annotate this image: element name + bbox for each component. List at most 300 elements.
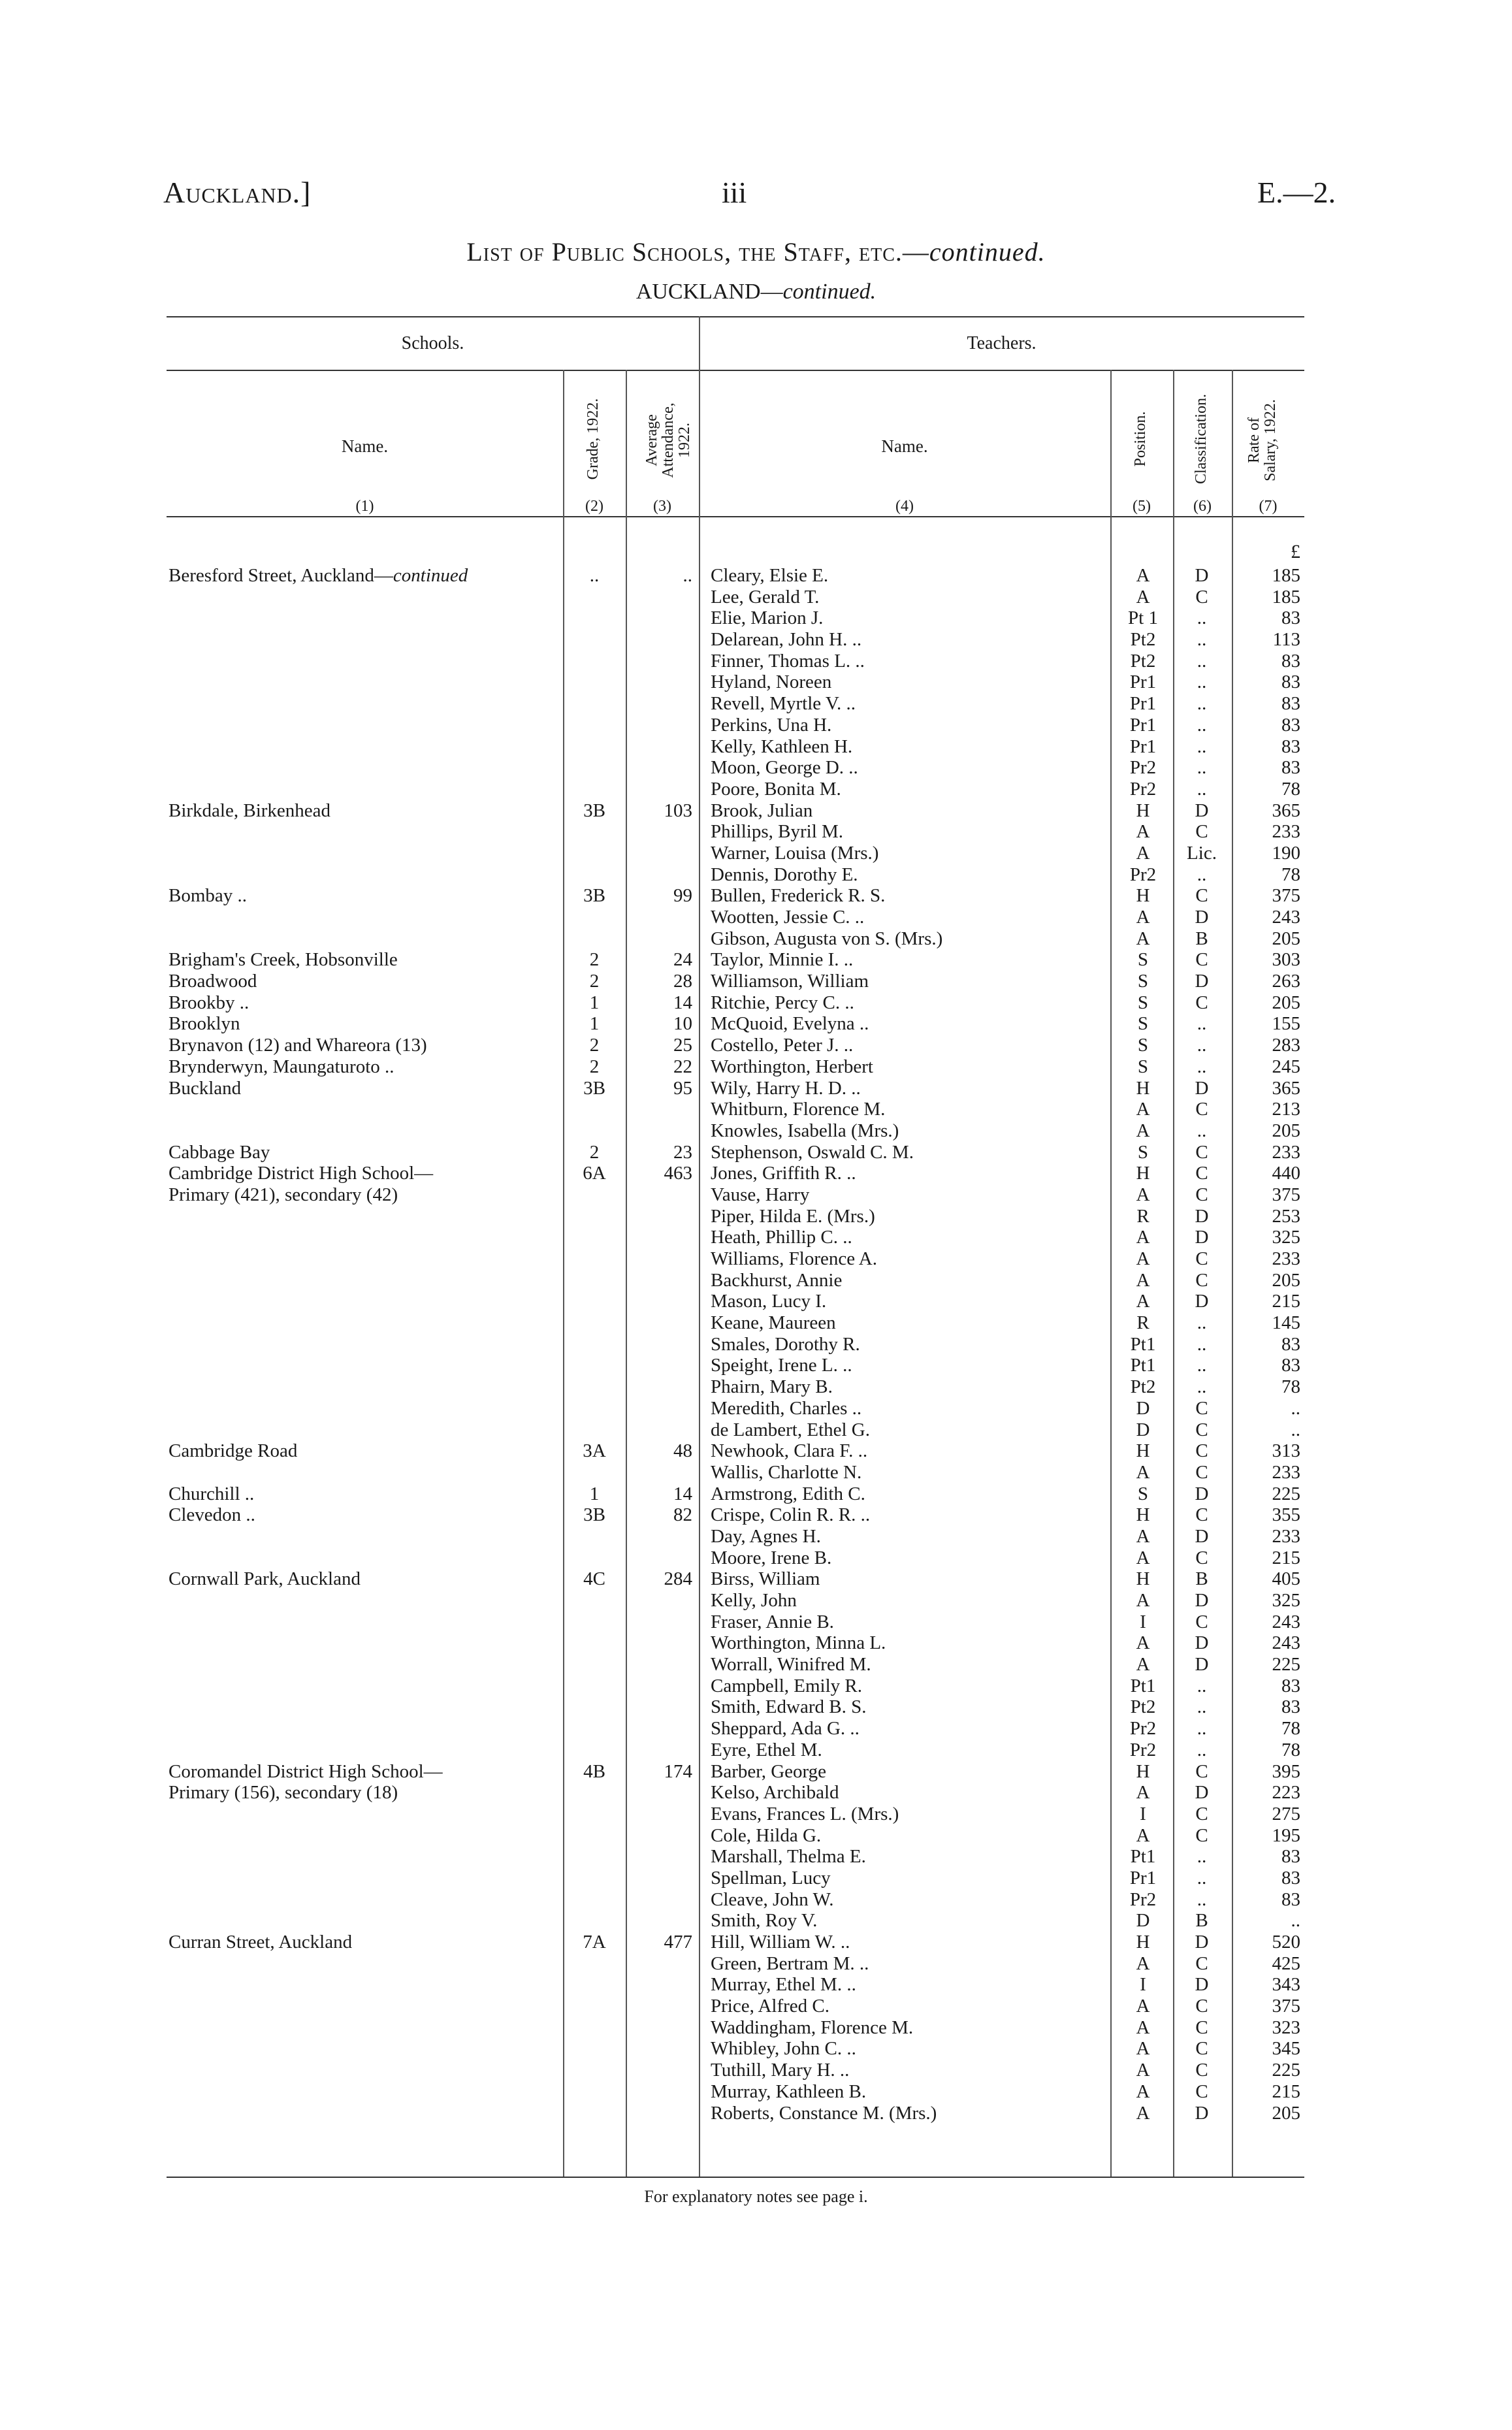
- teacher-name: Elie, Marion J.: [711, 608, 824, 629]
- school-name: [169, 1184, 547, 1206]
- teacher-name: Heath, Phillip C. ..: [711, 1227, 852, 1248]
- page-title: [0, 236, 1512, 267]
- salary-cell: 325: [1272, 1227, 1300, 1248]
- teacher-name: Tuthill, Mary H. ..: [711, 2060, 850, 2081]
- column-heading-position: Position.: [1132, 411, 1149, 467]
- salary-cell: 83: [1281, 1355, 1300, 1376]
- school-name-text: Broadwood: [169, 971, 257, 992]
- classification-cell: ..: [1197, 864, 1207, 885]
- classification-cell: ..: [1197, 1013, 1207, 1035]
- classification-cell: D: [1195, 1525, 1209, 1547]
- position-cell: Pr1: [1129, 736, 1157, 757]
- table-row: [0, 1612, 1512, 1633]
- position-cell: Pt2: [1130, 650, 1156, 672]
- salary-cell: 83: [1281, 757, 1300, 779]
- salary-cell: 78: [1281, 778, 1300, 800]
- teacher-name: Marshall, Thelma E.: [711, 1846, 866, 1868]
- teacher-name: Fraser, Annie B.: [711, 1611, 834, 1632]
- page-title-main: List of Public Schools, the Staff, etc.—: [466, 237, 929, 267]
- school-name: [169, 565, 547, 587]
- salary-cell: 243: [1272, 1611, 1300, 1632]
- position-cell: Pr2: [1129, 1718, 1157, 1740]
- classification-cell: D: [1195, 1632, 1209, 1654]
- table-row: [0, 1270, 1512, 1291]
- table-row: [0, 1504, 1512, 1526]
- teacher-name: Mason, Lucy I.: [711, 1291, 827, 1312]
- teacher-name: Birss, William: [711, 1568, 820, 1590]
- classification-cell: D: [1195, 1227, 1209, 1248]
- teacher-name: Finner, Thomas L. ..: [711, 650, 865, 672]
- salary-cell: 215: [1272, 2081, 1300, 2102]
- table-row: [0, 821, 1512, 843]
- grade-cell: 2: [589, 1141, 600, 1163]
- column-number-2: (2): [585, 498, 603, 515]
- salary-cell: 185: [1272, 586, 1300, 608]
- table-row: [0, 1974, 1512, 1996]
- classification-cell: ..: [1197, 1312, 1207, 1334]
- position-cell: A: [1136, 1184, 1150, 1205]
- classification-cell: C: [1195, 1248, 1208, 1269]
- table-row: [0, 1376, 1512, 1398]
- teacher-name: Murray, Ethel M. ..: [711, 1974, 856, 1996]
- teacher-name: Williamson, William: [711, 971, 869, 992]
- school-name: [169, 1078, 547, 1099]
- classification-cell: C: [1195, 1141, 1208, 1163]
- salary-cell: 425: [1272, 1952, 1300, 1974]
- school-name: [169, 1504, 547, 1526]
- salary-cell: 323: [1272, 2017, 1300, 2038]
- teacher-name: Backhurst, Annie: [711, 1269, 843, 1291]
- classification-cell: C: [1195, 1397, 1208, 1419]
- table-row: [0, 1312, 1512, 1334]
- position-cell: Pr1: [1129, 693, 1157, 715]
- position-cell: Pt1: [1130, 1333, 1156, 1355]
- column-number-5: (5): [1133, 498, 1151, 515]
- classification-cell: C: [1195, 1461, 1208, 1483]
- position-cell: Pt2: [1130, 1696, 1156, 1718]
- salary-cell: 345: [1272, 2038, 1300, 2060]
- school-name-text: Cambridge District High School—: [169, 1163, 434, 1184]
- school-name: [169, 1035, 547, 1056]
- school-name: [169, 1056, 547, 1078]
- position-cell: Pt2: [1130, 629, 1156, 651]
- table-row: [0, 651, 1512, 672]
- position-cell: S: [1137, 1056, 1149, 1077]
- teacher-name: Newhook, Clara F. ..: [711, 1440, 868, 1462]
- school-name-text: Cambridge Road: [169, 1440, 298, 1462]
- classification-cell: B: [1195, 928, 1208, 949]
- grade-cell: 3B: [583, 885, 605, 907]
- salary-cell: 83: [1281, 672, 1300, 693]
- table-row: [0, 1568, 1512, 1590]
- salary-cell: 283: [1272, 1035, 1300, 1056]
- salary-cell: 243: [1272, 1632, 1300, 1654]
- classification-cell: D: [1195, 1291, 1209, 1312]
- classification-cell: ..: [1197, 1035, 1207, 1056]
- teacher-name: Whibley, John C. ..: [711, 2038, 856, 2060]
- salary-cell: 213: [1272, 1099, 1300, 1120]
- school-name-text: Beresford Street, Auckland—: [169, 565, 393, 586]
- school-name-text: Churchill ..: [169, 1483, 255, 1504]
- grade-cell: 4B: [583, 1760, 605, 1782]
- classification-cell: C: [1195, 1611, 1208, 1632]
- salary-cell: 313: [1272, 1440, 1300, 1462]
- classification-cell: ..: [1197, 1846, 1207, 1868]
- teacher-name: Moore, Irene B.: [711, 1547, 832, 1568]
- salary-cell: 185: [1272, 565, 1300, 586]
- school-name: [169, 1440, 547, 1462]
- currency-symbol: £: [1291, 541, 1300, 562]
- grade-cell: 3B: [583, 1504, 605, 1526]
- table-row: [0, 1078, 1512, 1099]
- attendance-cell: 24: [673, 949, 692, 971]
- table-row: [0, 1804, 1512, 1825]
- salary-cell: 243: [1272, 907, 1300, 928]
- position-cell: H: [1136, 1077, 1150, 1099]
- position-cell: Pr2: [1129, 778, 1157, 800]
- salary-cell: 155: [1272, 1013, 1300, 1035]
- position-cell: I: [1140, 1611, 1146, 1632]
- salary-cell: ..: [1291, 1910, 1300, 1932]
- position-cell: Pr1: [1129, 1867, 1157, 1888]
- table-row: [0, 2103, 1512, 2124]
- classification-cell: ..: [1197, 714, 1207, 736]
- table-row: [0, 715, 1512, 736]
- page-title-continued: continued.: [929, 237, 1046, 267]
- salary-cell: 190: [1272, 842, 1300, 864]
- position-cell: A: [1136, 2038, 1150, 2060]
- group-heading-teachers: Teachers.: [967, 333, 1037, 353]
- position-cell: S: [1137, 949, 1149, 971]
- position-cell: S: [1137, 1035, 1149, 1056]
- table-row: [0, 1334, 1512, 1355]
- grade-cell: 2: [589, 971, 600, 992]
- teacher-name: Kelly, John: [711, 1590, 797, 1611]
- classification-cell: C: [1195, 1824, 1208, 1846]
- column-heading-classification: Classification.: [1193, 394, 1210, 484]
- position-cell: A: [1136, 1547, 1150, 1568]
- teacher-name: Moon, George D. ..: [711, 757, 858, 779]
- classification-cell: D: [1195, 1483, 1209, 1504]
- table-row: [0, 1632, 1512, 1654]
- table-row: [0, 1227, 1512, 1248]
- table-row: [0, 1184, 1512, 1206]
- position-cell: A: [1136, 821, 1150, 843]
- attendance-cell: 99: [673, 885, 692, 907]
- classification-cell: ..: [1197, 757, 1207, 779]
- teacher-name: Jones, Griffith R. ..: [711, 1163, 856, 1184]
- classification-cell: C: [1195, 1184, 1208, 1205]
- classification-cell: D: [1195, 1077, 1209, 1099]
- classification-cell: D: [1195, 907, 1209, 928]
- classification-cell: ..: [1197, 1867, 1207, 1888]
- teacher-name: Worrall, Winifred M.: [711, 1654, 871, 1676]
- table-row: [0, 907, 1512, 928]
- teacher-name: Taylor, Minnie I. ..: [711, 949, 854, 971]
- grade-cell: 3B: [583, 800, 605, 821]
- position-cell: A: [1136, 1824, 1150, 1846]
- classification-cell: ..: [1197, 672, 1207, 693]
- classification-cell: ..: [1197, 736, 1207, 757]
- position-cell: D: [1136, 1419, 1150, 1440]
- column-number-3: (3): [653, 498, 671, 515]
- position-cell: Pr1: [1129, 672, 1157, 693]
- grade-cell: 1: [589, 992, 600, 1013]
- school-name-text: Brooklyn: [169, 1013, 240, 1035]
- teacher-name: Wallis, Charlotte N.: [711, 1461, 862, 1483]
- salary-cell: 83: [1281, 1333, 1300, 1355]
- teacher-name: Eyre, Ethel M.: [711, 1739, 822, 1760]
- teacher-name: Smith, Roy V.: [711, 1910, 818, 1932]
- grade-cell: ..: [589, 565, 600, 586]
- teacher-name: Kelly, Kathleen H.: [711, 736, 853, 757]
- teacher-name: Hill, William W. ..: [711, 1932, 850, 1952]
- footnote: For explanatory notes see page i.: [644, 2187, 868, 2206]
- teacher-name: Cole, Hilda G.: [711, 1824, 822, 1846]
- salary-cell: 83: [1281, 714, 1300, 736]
- salary-cell: 303: [1272, 949, 1300, 971]
- salary-cell: 195: [1272, 1824, 1300, 1846]
- classification-cell: B: [1195, 1910, 1208, 1932]
- running-head-right: E.—2.: [1257, 176, 1336, 209]
- attendance-cell: 48: [673, 1440, 692, 1462]
- position-cell: Pr2: [1129, 1888, 1157, 1910]
- table-row: [0, 2038, 1512, 2060]
- school-name-text: Bombay ..: [169, 885, 248, 907]
- classification-cell: ..: [1197, 1355, 1207, 1376]
- position-cell: H: [1136, 1440, 1150, 1462]
- school-name-text: Primary (156), secondary (18): [169, 1782, 398, 1804]
- teacher-name: Knowles, Isabella (Mrs.): [711, 1120, 899, 1141]
- classification-cell: C: [1195, 1163, 1208, 1184]
- grade-cell: 6A: [583, 1163, 606, 1184]
- region-title-main: AUCKLAND—: [635, 280, 783, 304]
- school-name-text: Brynderwyn, Maungaturoto ..: [169, 1056, 394, 1077]
- table-row: [0, 693, 1512, 715]
- classification-cell: ..: [1197, 1739, 1207, 1760]
- position-cell: H: [1136, 1760, 1150, 1782]
- salary-cell: ..: [1291, 1419, 1300, 1440]
- table-row: [0, 864, 1512, 886]
- teacher-name: Price, Alfred C.: [711, 1996, 830, 2017]
- table-row: [0, 1035, 1512, 1056]
- classification-cell: D: [1195, 1205, 1209, 1227]
- position-cell: S: [1137, 1013, 1149, 1035]
- salary-cell: 343: [1272, 1974, 1300, 1996]
- position-cell: A: [1136, 1461, 1150, 1483]
- table-row: [0, 2081, 1512, 2103]
- position-cell: A: [1136, 1291, 1150, 1312]
- table-row: [0, 779, 1512, 800]
- teacher-name: Bullen, Frederick R. S.: [711, 885, 886, 907]
- position-cell: A: [1136, 1120, 1150, 1141]
- position-cell: D: [1136, 1910, 1150, 1932]
- grade-cell: 1: [589, 1483, 600, 1504]
- teacher-name: Smith, Edward B. S.: [711, 1696, 867, 1718]
- table-row: [0, 1099, 1512, 1120]
- table-row: [0, 1120, 1512, 1142]
- school-name: [169, 1761, 547, 1783]
- salary-cell: 375: [1272, 885, 1300, 907]
- salary-cell: 233: [1272, 1141, 1300, 1163]
- school-name: [169, 992, 547, 1014]
- school-name: [169, 1163, 547, 1184]
- school-name: [169, 1782, 547, 1804]
- attendance-cell: 10: [673, 1013, 692, 1035]
- salary-cell: 83: [1281, 1846, 1300, 1868]
- table-row: [0, 1142, 1512, 1163]
- position-cell: A: [1136, 1269, 1150, 1291]
- attendance-cell: 14: [673, 1483, 692, 1504]
- position-cell: A: [1136, 2017, 1150, 2038]
- teacher-name: Hyland, Noreen: [711, 672, 832, 693]
- position-cell: A: [1136, 1632, 1150, 1654]
- classification-cell: C: [1195, 1099, 1208, 1120]
- classification-cell: C: [1195, 1504, 1208, 1526]
- classification-cell: C: [1195, 2081, 1208, 2102]
- school-name-text: Cabbage Bay: [169, 1141, 270, 1163]
- salary-cell: 233: [1272, 1525, 1300, 1547]
- salary-cell: 233: [1272, 1461, 1300, 1483]
- table-row: [0, 928, 1512, 950]
- salary-cell: 375: [1272, 1184, 1300, 1205]
- salary-cell: 83: [1281, 1888, 1300, 1910]
- teacher-name: Meredith, Charles ..: [711, 1397, 862, 1419]
- classification-cell: C: [1195, 2017, 1208, 2038]
- teacher-name: Perkins, Una H.: [711, 714, 832, 736]
- salary-cell: 395: [1272, 1760, 1300, 1782]
- school-name: [169, 1013, 547, 1035]
- salary-cell: 215: [1272, 1547, 1300, 1568]
- position-cell: Pt1: [1130, 1846, 1156, 1868]
- column-number-7: (7): [1259, 498, 1278, 515]
- salary-cell: 215: [1272, 1291, 1300, 1312]
- teacher-name: de Lambert, Ethel G.: [711, 1419, 870, 1440]
- teacher-name: Barber, George: [711, 1760, 827, 1782]
- school-name-text: Buckland: [169, 1077, 242, 1099]
- position-cell: Pr1: [1129, 714, 1157, 736]
- classification-cell: ..: [1197, 1333, 1207, 1355]
- table-row: [0, 971, 1512, 992]
- column-number-6: (6): [1193, 498, 1212, 515]
- table-row: [0, 1889, 1512, 1911]
- school-name-text: Coromandel District High School—: [169, 1760, 443, 1782]
- teacher-name: Williams, Florence A.: [711, 1248, 877, 1269]
- classification-cell: Lic.: [1187, 842, 1217, 864]
- classification-cell: C: [1195, 885, 1208, 907]
- classification-cell: D: [1195, 1654, 1209, 1676]
- classification-cell: C: [1195, 992, 1208, 1013]
- teacher-name: Cleave, John W.: [711, 1888, 834, 1910]
- table-row: [0, 992, 1512, 1014]
- table-row: [0, 1782, 1512, 1804]
- classification-cell: D: [1195, 2102, 1209, 2124]
- position-cell: H: [1136, 800, 1150, 821]
- table-row: [0, 1291, 1512, 1312]
- grade-cell: 3A: [583, 1440, 606, 1462]
- table-row: [0, 800, 1512, 822]
- grade-cell: 2: [589, 1056, 600, 1077]
- table-row: [0, 1355, 1512, 1376]
- region-title: [0, 280, 1512, 304]
- teacher-name: Warner, Louisa (Mrs.): [711, 842, 879, 864]
- classification-cell: ..: [1197, 1718, 1207, 1740]
- school-name: [169, 800, 547, 822]
- position-cell: A: [1136, 2060, 1150, 2081]
- position-cell: A: [1136, 842, 1150, 864]
- table-row: [0, 1462, 1512, 1483]
- attendance-cell: 477: [664, 1932, 692, 1952]
- teacher-name: Wily, Harry H. D. ..: [711, 1077, 861, 1099]
- position-cell: Pt 1: [1128, 608, 1158, 629]
- salary-cell: 263: [1272, 971, 1300, 992]
- grade-cell: 4C: [583, 1568, 605, 1590]
- salary-cell: 205: [1272, 928, 1300, 949]
- teacher-name: Day, Agnes H.: [711, 1525, 821, 1547]
- running-head-left: Auckland.]: [163, 176, 312, 209]
- position-cell: Pr2: [1129, 864, 1157, 885]
- table-row: [0, 736, 1512, 758]
- salary-cell: 205: [1272, 2102, 1300, 2124]
- column-heading-salary: Rate of Salary, 1922.: [1246, 399, 1279, 481]
- teacher-name: Vause, Harry: [711, 1184, 810, 1205]
- table-row: [0, 1932, 1512, 1953]
- teacher-name: Smales, Dorothy R.: [711, 1333, 860, 1355]
- classification-cell: D: [1195, 565, 1209, 586]
- table-row: [0, 1676, 1512, 1697]
- classification-cell: C: [1195, 1996, 1208, 2017]
- column-number-1: (1): [355, 498, 374, 515]
- school-name: [169, 1142, 547, 1163]
- attendance-cell: 14: [673, 992, 692, 1013]
- position-cell: S: [1137, 992, 1149, 1013]
- position-cell: A: [1136, 2081, 1150, 2102]
- position-cell: A: [1136, 586, 1150, 608]
- column-heading-school-name: Name.: [341, 436, 389, 456]
- classification-cell: ..: [1197, 1675, 1207, 1696]
- position-cell: A: [1136, 1099, 1150, 1120]
- teacher-name: Cleary, Elsie E.: [711, 565, 829, 586]
- position-cell: Pt1: [1130, 1675, 1156, 1696]
- classification-cell: D: [1195, 1974, 1209, 1996]
- position-cell: I: [1140, 1974, 1146, 1996]
- salary-cell: 520: [1272, 1932, 1300, 1952]
- position-cell: H: [1136, 1568, 1150, 1590]
- teacher-name: Dennis, Dorothy E.: [711, 864, 858, 885]
- page-number: iii: [722, 176, 747, 209]
- position-cell: S: [1137, 1483, 1149, 1504]
- classification-cell: C: [1195, 2038, 1208, 2060]
- school-name-text: Cornwall Park, Auckland: [169, 1568, 361, 1590]
- salary-cell: 233: [1272, 821, 1300, 843]
- classification-cell: C: [1195, 1419, 1208, 1440]
- table-row: [0, 1547, 1512, 1569]
- salary-cell: 205: [1272, 1269, 1300, 1291]
- school-name: [169, 1483, 547, 1505]
- table-row: [0, 2060, 1512, 2081]
- table-row: [0, 1206, 1512, 1227]
- salary-cell: 83: [1281, 1867, 1300, 1888]
- table-row: [0, 1868, 1512, 1889]
- teacher-name: Brook, Julian: [711, 800, 813, 821]
- teacher-name: Sheppard, Ada G. ..: [711, 1718, 860, 1740]
- position-cell: H: [1136, 1932, 1150, 1952]
- position-cell: A: [1136, 1996, 1150, 2017]
- table-row: [0, 565, 1512, 587]
- classification-cell: ..: [1197, 1376, 1207, 1398]
- table-row: [0, 1996, 1512, 2017]
- classification-cell: C: [1195, 586, 1208, 608]
